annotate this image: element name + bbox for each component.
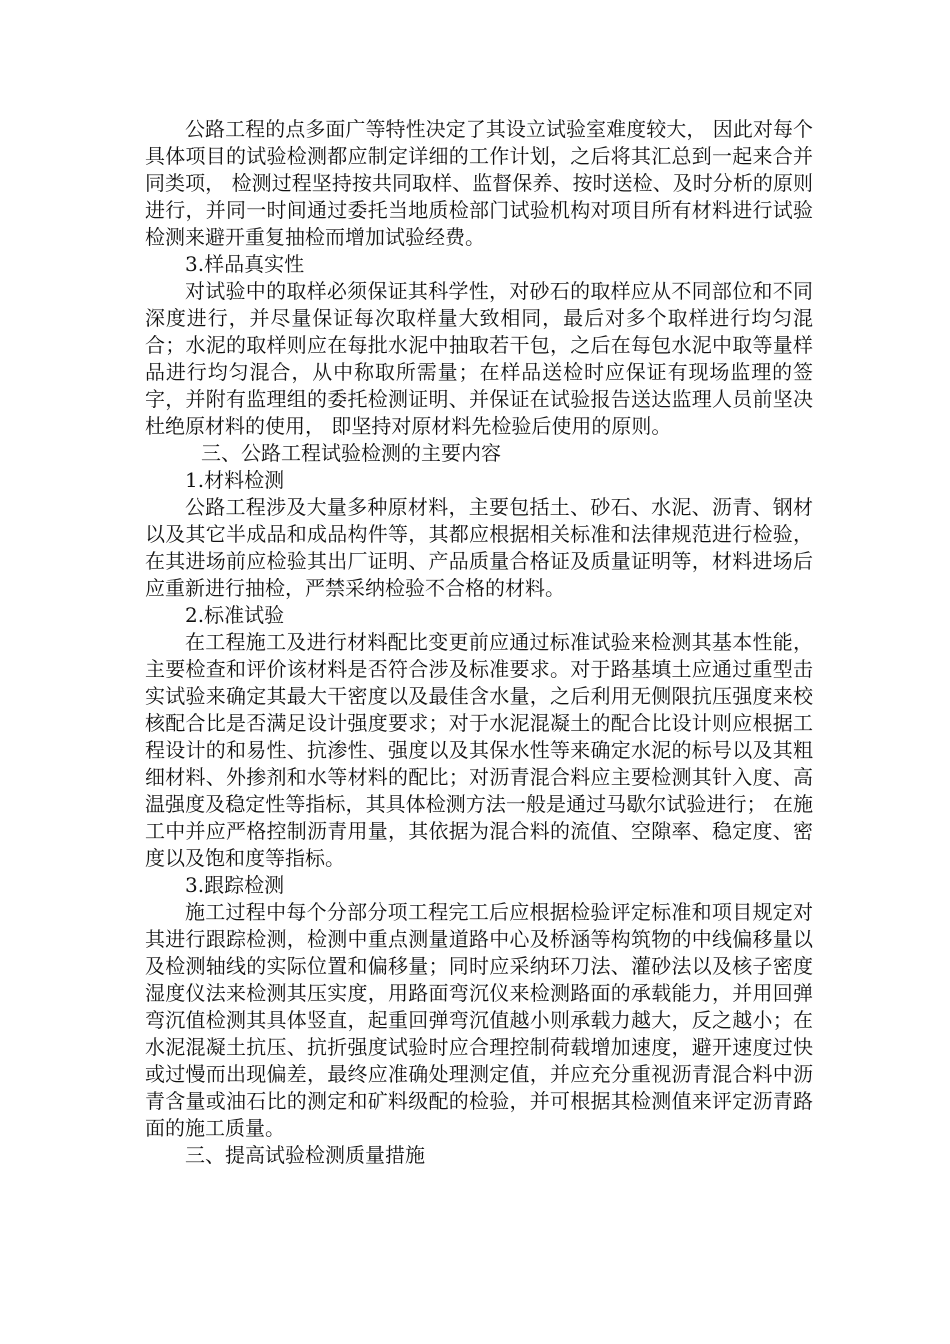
heading-material-testing: 1.材料检测: [185, 468, 285, 492]
paragraph-material-testing: 公路工程涉及大量多种原材料，主要包括土、砂石、水泥、沥青、钢材以及其它半成品和成品构件等，其都应根据相关标准和法律规范进行检验，在其进场前应检验其出厂证明、产品质量合格证及质量证明等，材料进场后应重新进行抽检，严禁采纳检验不合格的材料。: [145, 495, 813, 600]
heading-sample-authenticity: 3.样品真实性: [185, 252, 305, 276]
paragraph-standard-test: 在工程施工及进行材料配比变更前应通过标准试验来检测其基本性能，主要检查和评价该材料是否符合涉及标准要求。对于路基填土应通过重型击实试验来确定其最大干密度以及最佳含水量，之后利用无侧限抗压强度来校核配合比是否满足设计强度要求；对于水泥混凝土的配合比设计则应根据工程设计的和易性、抗渗性、强度以及其保水性等来确定水泥的标号以及其粗细材料、外掺剂和水等材料的配比；对沥青混合料应主要检测其针入度、高温强度及稳定性等指标，其具体检测方法一般是通过马歇尔试验进行； 在施工中并应严格控制沥青用量，其依据为混合料的流值、空隙率、稳定度、密度以及饱和度等指标。: [145, 630, 813, 870]
heading-tracking-testing: 3.跟踪检测: [185, 873, 285, 897]
heading-main-content: 三、公路工程试验检测的主要内容: [201, 441, 501, 465]
document-body: [145, 116, 813, 1169]
paragraph-lab-planning: 公路工程的点多面广等特性决定了其设立试验室难度较大， 因此对每个具体项目的试验检测都应制定详细的工作计划，之后将其汇总到一起来合并同类项， 检测过程坚持按共同取样、监督保养、按时送检、及时分析的原则进行，并同一时间通过委托当地质检部门试验机构对项目所有材料进行试验检测来避开重复抽检而增加试验经费。: [145, 117, 813, 249]
heading-quality-measures: 三、提高试验检测质量措施: [185, 1143, 425, 1167]
paragraph-sample-authenticity: 对试验中的取样必须保证其科学性，对砂石的取样应从不同部位和不同深度进行，并尽量保证每次取样量大致相同，最后对多个取样进行均匀混合；水泥的取样则应在每批水泥中抽取若干包，之后在每包水泥中取等量样品进行均匀混合，从中称取所需量；在样品送检时应保证有现场监理的签字，并附有监理组的委托检测证明、并保证在试验报告送达监理人员前坚决杜绝原材料的使用， 即坚持对原材料先检验后使用的原则。: [145, 279, 813, 438]
paragraph-tracking-testing: 施工过程中每个分部分项工程完工后应根据检验评定标准和项目规定对其进行跟踪检测，检测中重点测量道路中心及桥涵等构筑物的中线偏移量以及检测轴线的实际位置和偏移量；同时应采纳环刀法、灌砂法以及核子密度湿度仪法来检测其压实度，用路面弯沉仪来检测路面的承载能力，并用回弹弯沉值检测其具体竖直，起重回弹弯沉值越小则承载力越大，反之越小；在水泥混凝土抗压、抗折强度试验时应合理控制荷载增加速度，避开速度过快或过慢而出现偏差，最终应准确处理测定值，并应充分重视沥青混合料中沥青含量或油石比的测定和矿料级配的检验，并可根据其检测值来评定沥青路面的施工质量。: [145, 900, 813, 1140]
heading-standard-test: 2.标准试验: [185, 603, 285, 627]
